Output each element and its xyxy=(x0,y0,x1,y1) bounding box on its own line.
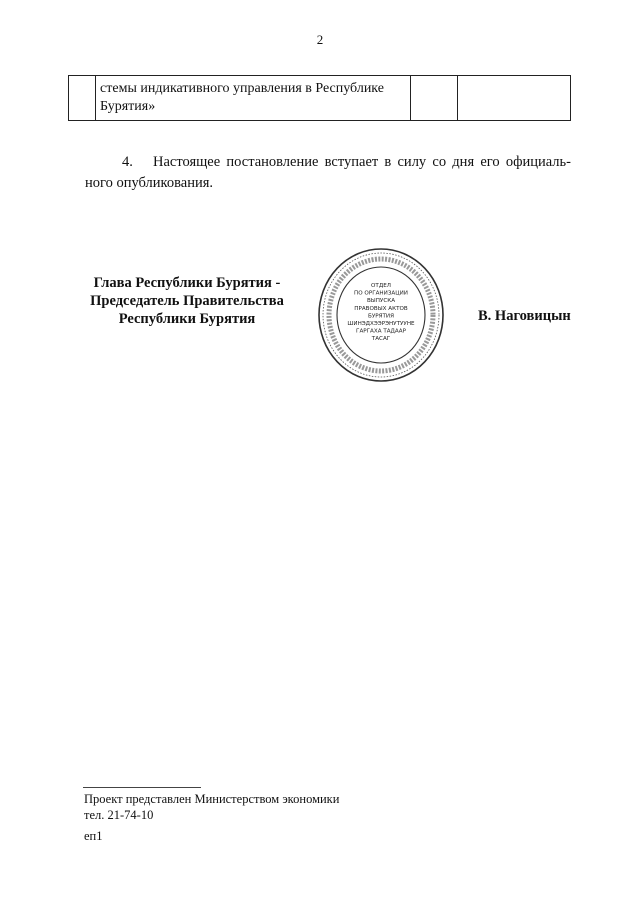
signature-title-line3: Республики Бурятия xyxy=(118,311,256,327)
signer-name: В. Наговицын xyxy=(478,308,571,324)
seal-text-line: ТАСАГ xyxy=(371,336,391,343)
table-cell-empty-a xyxy=(410,76,457,121)
table-cell-text-line2: Бурятия» xyxy=(100,99,156,114)
seal-text-line: ГАРГАХА ТАДААР xyxy=(356,328,406,335)
paragraph-number: 4. xyxy=(122,154,133,170)
seal-text-line: ПО ОРГАНИЗАЦИИ xyxy=(354,290,408,297)
table-cell-text xyxy=(96,76,411,121)
official-seal-icon xyxy=(316,245,446,385)
table-cell-text-line1: стемы индикативного управления в Республике xyxy=(100,81,384,96)
page-number: 2 xyxy=(316,32,324,47)
paragraph-text: Настоящее постановление вступает в силу со дня его официаль-ного опубликования. xyxy=(85,154,571,191)
footer-code: еп1 xyxy=(84,829,103,843)
signature-title xyxy=(80,274,294,328)
table-cell-empty-b xyxy=(457,76,570,121)
signature-title-line2: Председатель Правительства xyxy=(90,293,284,309)
seal-text-line: ВЫПУСКА xyxy=(366,298,396,305)
seal-text-line: ОТДЕЛ xyxy=(371,283,391,289)
footer-note xyxy=(84,791,339,823)
footer-line1: Проект представлен Министерством экономики xyxy=(84,792,340,806)
footer-line2: тел. 21-74-10 xyxy=(84,808,154,822)
seal-text-line: ШИНЭДХЭЭРЭНУТУУНЕ xyxy=(347,321,415,327)
seal-graphic xyxy=(316,245,446,385)
signature-title-line1: Глава Республики Бурятия - xyxy=(93,275,281,291)
table-cell-number xyxy=(69,76,96,121)
seal-text-line: БУРЯТИЯ xyxy=(368,313,394,320)
continuation-table xyxy=(68,75,571,121)
paragraph-4 xyxy=(85,152,571,194)
footer-divider xyxy=(83,787,201,788)
seal-text-line: ПРАВОВЫХ АКТОВ xyxy=(354,305,408,312)
table-row xyxy=(69,76,571,121)
